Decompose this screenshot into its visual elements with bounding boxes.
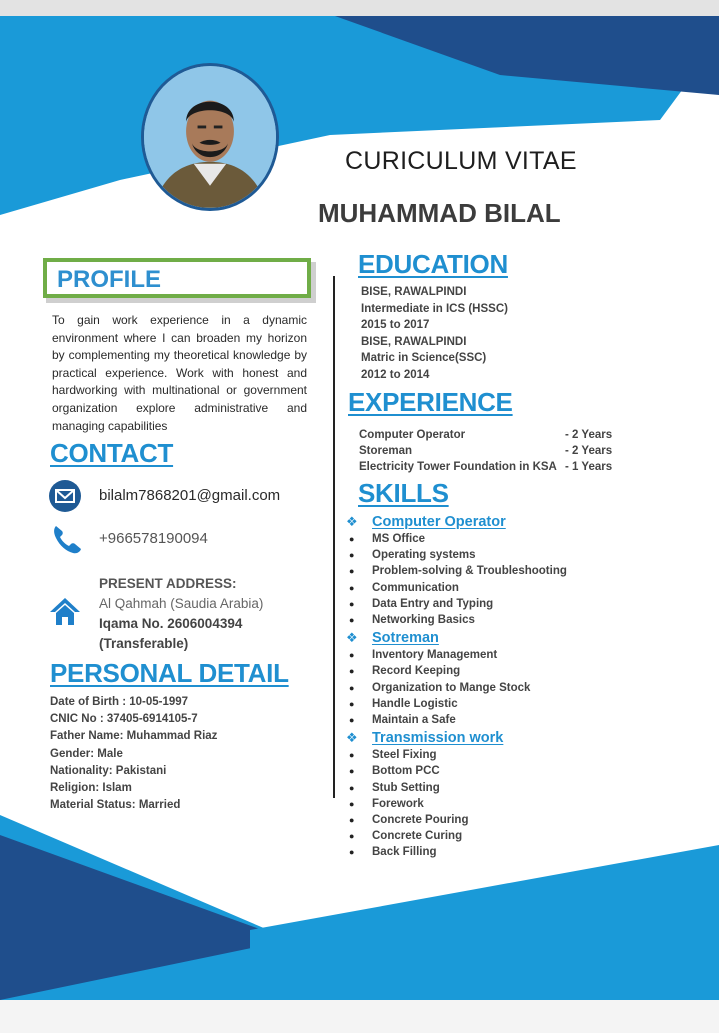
profile-heading-box	[43, 258, 311, 298]
skill-item: ● Steel Fixing	[346, 747, 567, 763]
skill-item: ● Concrete Pouring	[346, 812, 567, 828]
skill-item: ● Communication	[346, 580, 567, 596]
experience-role: Computer Operator	[359, 429, 466, 441]
personal-line: Religion: Islam	[50, 782, 132, 795]
skill-item: ● Stub Setting	[346, 779, 567, 795]
address-label: PRESENT ADDRESS:	[99, 576, 237, 591]
skills-list	[346, 512, 567, 860]
education-heading: EDUCATION	[358, 249, 508, 279]
education-list	[361, 284, 508, 384]
bullet-icon: ●	[349, 615, 355, 626]
bullet-icon: ●	[349, 698, 355, 709]
bullet-icon: ●	[349, 650, 355, 661]
profile-heading: PROFILE	[57, 266, 162, 293]
bullet-icon: ●	[349, 598, 355, 609]
experience-duration: - 2 Years	[565, 429, 613, 441]
column-divider	[333, 276, 335, 798]
skill-item: ● Forework	[346, 796, 567, 812]
education-line: 2015 to 2017	[361, 319, 430, 332]
experience-row	[359, 427, 619, 443]
skill-group-title: ❖ Computer Operator	[346, 513, 506, 530]
contact-heading: CONTACT	[50, 438, 174, 468]
person-name: MUHAMMAD BILAL	[318, 198, 561, 228]
email-text[interactable]: bilalm7868201@gmail.com	[99, 487, 281, 504]
skill-item: ● Operating systems	[346, 547, 567, 563]
skill-item: ● Data Entry and Typing	[346, 596, 567, 612]
skill-group-title: ❖ Transmission work	[346, 729, 504, 746]
profile-photo	[141, 63, 279, 211]
education-line: Matric in Science(SSC)	[361, 352, 487, 365]
skill-item: ● Inventory Management	[346, 647, 567, 663]
bullet-icon: ●	[349, 847, 355, 858]
bullet-icon: ●	[349, 814, 355, 825]
experience-duration: - 2 Years	[565, 445, 613, 457]
present-address	[99, 574, 263, 654]
education-line: Intermediate in ICS (HSSC)	[361, 302, 508, 315]
bullet-icon: ●	[349, 666, 355, 677]
personal-line: Material Status: Married	[50, 799, 181, 812]
skill-item: ● Handle Logistic	[346, 696, 567, 712]
personal-line: Father Name: Muhammad Riaz	[50, 730, 218, 743]
experience-heading: EXPERIENCE	[348, 387, 513, 417]
skill-item: ● Concrete Curing	[346, 828, 567, 844]
bullet-icon: ●	[349, 750, 355, 761]
person-avatar-icon	[144, 66, 276, 208]
diamond-bullet-icon: ❖	[346, 729, 358, 745]
personal-detail-list	[50, 694, 217, 814]
bullet-icon: ●	[349, 782, 355, 793]
experience-role: Storeman	[359, 445, 413, 457]
profile-text: To gain work experience in a dynamic environment where I can broaden my horizon by complementing my theoretical knowledge by practical experience. Work with honest and hardworking with multinational or government organization explore administrative and managing capabilities	[52, 313, 307, 433]
skill-item: ● Bottom PCC	[346, 763, 567, 779]
personal-detail-heading: PERSONAL DETAIL	[50, 658, 289, 688]
iqama-number: Iqama No. 2606004394	[99, 616, 243, 631]
experience-row	[359, 443, 619, 459]
skill-item: ● MS Office	[346, 531, 567, 547]
personal-line: Gender: Male	[50, 747, 123, 760]
skill-item: ● Organization to Mange Stock	[346, 680, 567, 696]
skill-item: ● Back Filling	[346, 844, 567, 860]
cv-title: CURICULUM VITAE	[345, 147, 577, 175]
email-icon	[48, 479, 82, 513]
bullet-icon: ●	[349, 582, 355, 593]
skill-item: ● Problem-solving & Troubleshooting	[346, 563, 567, 579]
home-icon	[48, 594, 82, 628]
diamond-bullet-icon: ❖	[346, 629, 358, 645]
bullet-icon: ●	[349, 798, 355, 809]
experience-role: Electricity Tower Foundation in KSA	[359, 461, 557, 473]
personal-line: Nationality: Pakistani	[50, 764, 167, 777]
personal-line: CNIC No : 37405-6914105-7	[50, 713, 198, 726]
phone-text[interactable]: +966578190094	[99, 530, 208, 547]
skill-item: ● Maintain a Safe	[346, 712, 567, 728]
bullet-icon: ●	[349, 831, 355, 842]
iqama-note: (Transferable)	[99, 636, 189, 651]
bullet-icon: ●	[349, 566, 355, 577]
experience-list	[359, 427, 619, 475]
bullet-icon: ●	[349, 766, 355, 777]
experience-duration: - 1 Years	[565, 461, 613, 473]
skill-item: ● Networking Basics	[346, 612, 567, 628]
diamond-bullet-icon: ❖	[346, 513, 358, 529]
skills-heading: SKILLS	[358, 478, 449, 508]
bullet-icon: ●	[349, 682, 355, 693]
experience-row	[359, 459, 619, 475]
bullet-icon: ●	[349, 550, 355, 561]
education-line: 2012 to 2014	[361, 368, 430, 381]
personal-line: Date of Birth : 10-05-1997	[50, 696, 189, 708]
phone-icon	[50, 522, 84, 556]
bullet-icon: ●	[349, 714, 355, 725]
address-place: Al Qahmah (Saudia Arabia)	[99, 596, 264, 611]
skill-item: ● Record Keeping	[346, 663, 567, 679]
skill-group-title: ❖ Sotreman	[346, 629, 439, 646]
education-line: BISE, RAWALPINDI	[361, 335, 467, 348]
education-line: BISE, RAWALPINDI	[361, 286, 467, 298]
bullet-icon: ●	[349, 534, 355, 545]
